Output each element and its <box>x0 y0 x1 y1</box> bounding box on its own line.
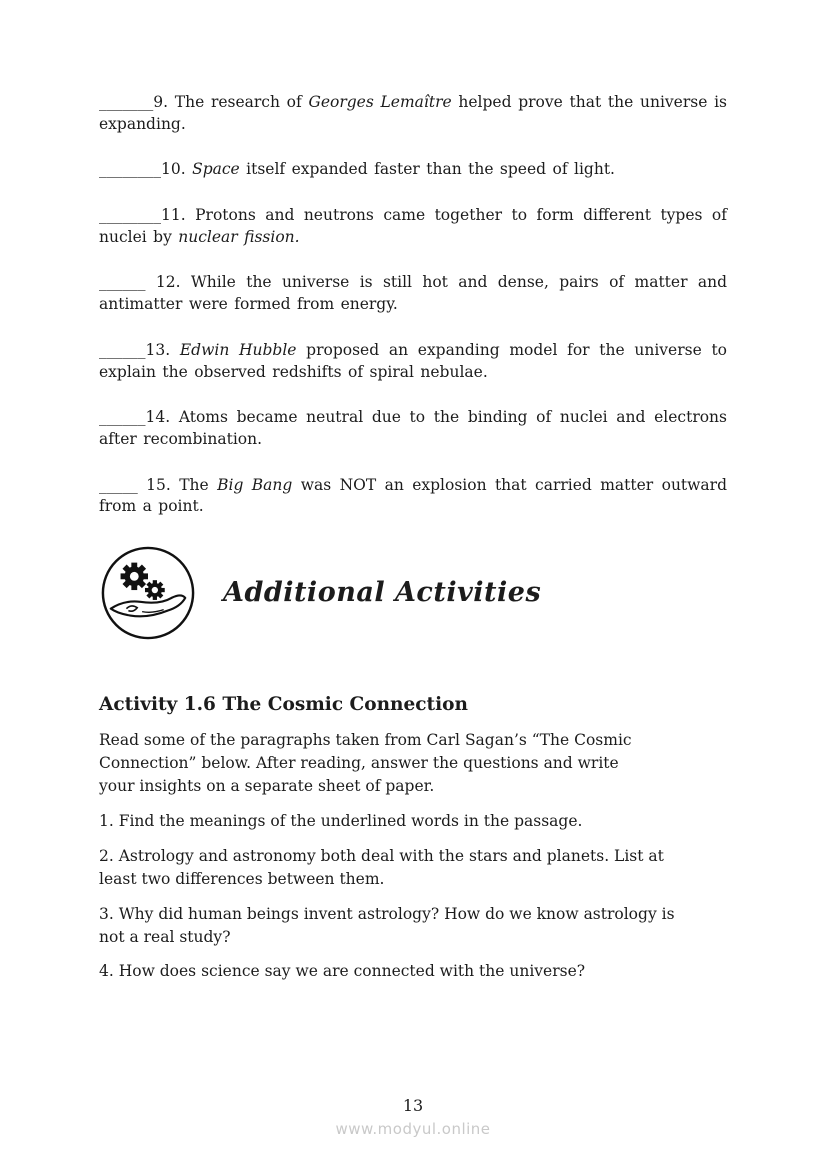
section-title: Additional Activities <box>223 577 542 609</box>
quiz-item-text: _______9. The research of <box>99 93 309 111</box>
quiz-item <box>99 475 727 518</box>
quiz-item-text: itself expanded faster than the speed of light. <box>239 160 615 179</box>
quiz-list <box>99 92 727 518</box>
quiz-item <box>99 92 727 135</box>
quiz-item-text: ________10. <box>99 160 193 179</box>
quiz-item-text: _____ 15. The <box>99 475 218 494</box>
quiz-item-text: ________11. Protons and neutrons came together to form different types of nuclei by <box>99 206 727 246</box>
gears-in-hand-icon <box>99 544 197 642</box>
quiz-item <box>99 272 727 315</box>
activity-intro: Read some of the paragraphs taken from Carl Sagan’s “The Cosmic Connection” below. After reading, answer the questions and write your insights on a separate sheet of paper. <box>99 730 632 795</box>
quiz-item <box>99 340 727 383</box>
activity-question: 3. Why did human beings invent astrology? How do we know astrology is not a real study? <box>99 904 675 946</box>
quiz-item <box>99 407 727 450</box>
watermark: www.modyul.online <box>335 1120 491 1138</box>
quiz-item-term: Georges Lemaître <box>308 93 452 111</box>
quiz-item-term: nuclear fission. <box>178 227 300 246</box>
quiz-item-text: proposed an expanding model for the universe to explain the observed redshifts of spiral nebulae. <box>99 340 728 381</box>
quiz-item-term: Edwin Hubble <box>179 340 297 359</box>
activity-heading: Activity 1.6 The Cosmic Connection <box>99 693 468 715</box>
page-number: 13 <box>402 1096 424 1115</box>
quiz-item-term: Big Bang <box>217 475 293 494</box>
quiz-item-text: was NOT an explosion that carried matter outward from a point. <box>99 475 727 516</box>
activity-questions <box>99 810 727 984</box>
quiz-item-term: Space <box>192 160 240 179</box>
activity-question: 1. Find the meanings of the underlined words in the passage. <box>99 811 583 830</box>
quiz-item-text: ______ 12. While the universe is still hot and dense, pairs of matter and antimatter were formed from energy. <box>99 273 727 314</box>
additional-activities-section <box>99 544 727 642</box>
activity-question: 4. How does science say we are connected with the universe? <box>99 962 586 981</box>
activity-question: 2. Astrology and astronomy both deal with the stars and planets. List at least two differences between them. <box>99 846 664 888</box>
quiz-item-text: ______13. <box>99 340 180 359</box>
quiz-item-text: helped prove that the universe is expanding. <box>99 93 727 133</box>
quiz-item <box>99 205 727 248</box>
quiz-item <box>99 159 727 181</box>
quiz-item-text: ______14. Atoms became neutral due to the binding of nuclei and electrons after recombination. <box>99 408 727 448</box>
